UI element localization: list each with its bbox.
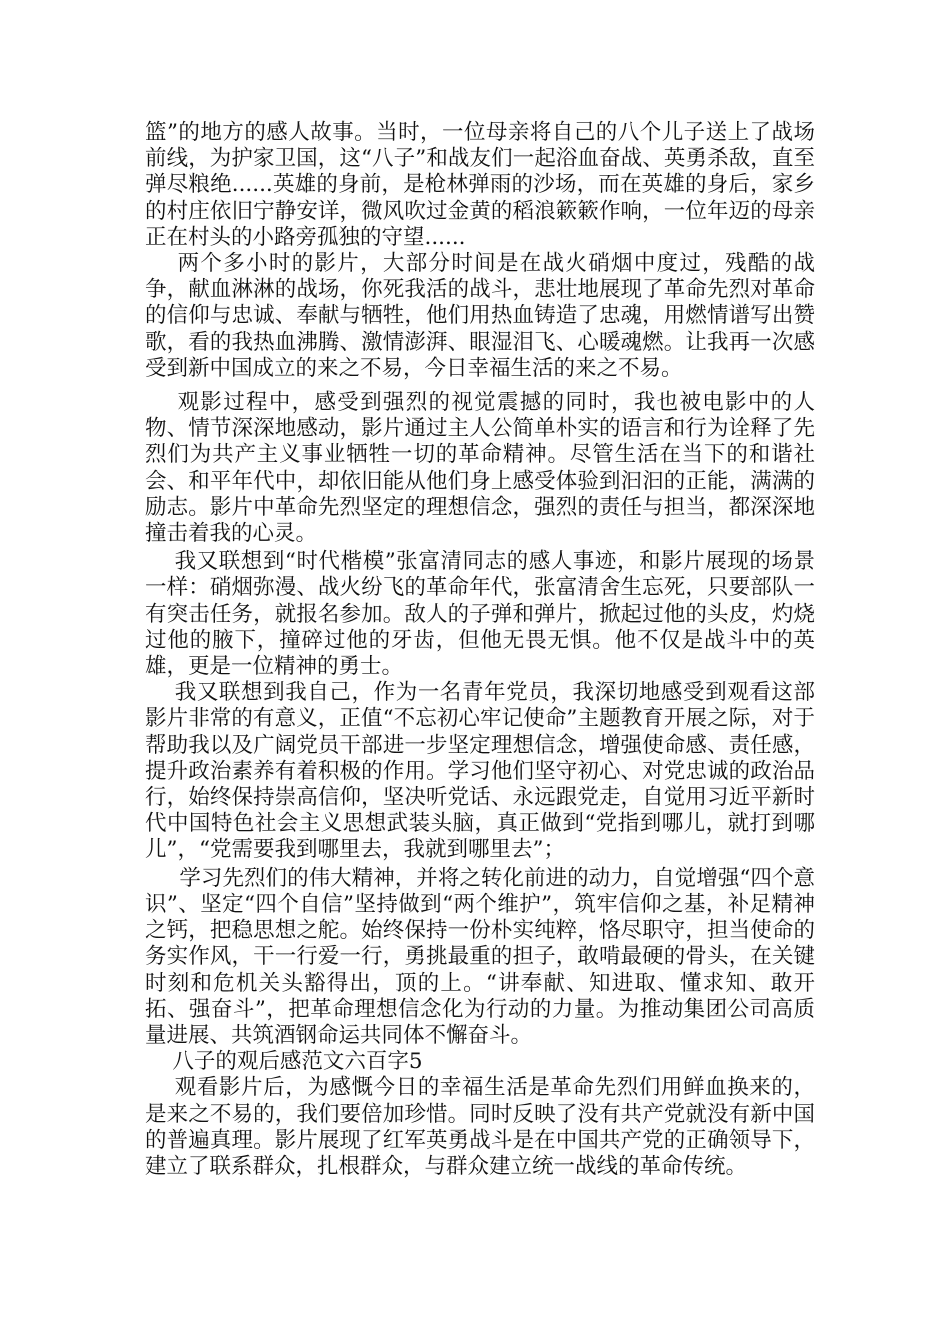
- document-body: [145, 120, 815, 1180]
- paragraph-viewing-process: 观影过程中，感受到强烈的视觉震撼的同时，我也被电影中的人物、情节深深地感动，影片通过主人公简单朴实的语言和行为诠释了先烈们为共产主义事业牺牲一切的革命精神。尽管生活在当下的和谐社会、和平年代中，却依旧能从他们身上感受体验到汩汩的正能，满满的励志。影片中革命先烈坚定的理想信念，强烈的责任与担当，都深深地撞击着我的心灵。: [145, 390, 815, 547]
- paragraph-story-intro: 篮”的地方的感人故事。当时，一位母亲将自己的八个儿子送上了战场前线，为护家卫国，这“八子”和战友们一起浴血奋战、英勇杀敌，直至弹尽粮绝......英雄的身前，是枪林弹雨的沙场，而在英雄的身后，家乡的村庄依旧宁静安详，微风吹过金黄的稻浪簌簌作响，一位年迈的母亲正在村头的小路旁孤独的守望......: [145, 120, 815, 250]
- paragraph-after-viewing: 观看影片后，为感慨今日的幸福生活是革命先烈们用鲜血换来的，是来之不易的，我们要倍加珍惜。同时反映了没有共产党就没有新中国的普遍真理。影片展现了红军英勇战斗是在中国共产党的正确领导下，建立了联系群众，扎根群众，与群众建立统一战线的革命传统。: [145, 1075, 815, 1179]
- paragraph-young-member: 我又联想到我自己，作为一名青年党员，我深切地感受到观看这部影片非常的有意义，正值“不忘初心牢记使命”主题教育开展之际，对于帮助我以及广阔党员干部进一步坚定理想信念，增强使命感、责任感，提升政治素养有着积极的作用。学习他们坚守初心、对党忠诚的政治品行，始终保持崇高信仰，坚决听党话、永远跟党走，自觉用习近平新时代中国特色社会主义思想武装头脑，真正做到“党指到哪儿，就打到哪儿”，“党需要我到哪里去，我就到哪里去”；: [145, 680, 815, 863]
- paragraph-film-battle: 两个多小时的影片，大部分时间是在战火硝烟中度过，残酷的战争，献血淋淋的战场，你死我活的战斗，悲壮地展现了革命先烈对革命的信仰与忠诚、奉献与牺牲，他们用热血铸造了忠魂，用燃情谱写出赞歌，看的我热血沸腾、激情澎湃、眼湿泪飞、心暖魂燃。让我再一次感受到新中国成立的来之不易，今日幸福生活的来之不易。: [145, 251, 815, 381]
- paragraph-zhang-fuqing: 我又联想到“时代楷模”张富清同志的感人事迹，和影片展现的场景一样：硝烟弥漫、战火纷飞的革命年代，张富清舍生忘死，只要部队一有突击任务，就报名参加。敌人的子弹和弹片，掀起过他的头皮，灼烧过他的腋下，撞碎过他的牙齿，但他无畏无惧。他不仅是战斗中的英雄，更是一位精神的勇士。: [145, 549, 815, 680]
- section-heading: 八子的观后感范文六百字5: [145, 1049, 423, 1075]
- paragraph-learn-spirit: 学习先烈们的伟大精神，并将之转化前进的动力，自觉增强“四个意识”、坚定“四个自信”坚持做到“两个维护”，筑牢信仰之基，补足精神之钙，把稳思想之舵。始终保持一份朴实纯粹，恪尽职守，担当使命的务实作风，干一行爱一行，勇挑最重的担子，敢啃最硬的骨头，在关键时刻和危机关头豁得出，顶的上。“讲奉献、知进取、懂求知、敢开拓、强奋斗”，把革命理想信念化为行动的力量。为推动集团公司高质量进展、共筑酒钢命运共同体不懈奋斗。: [145, 865, 816, 1048]
